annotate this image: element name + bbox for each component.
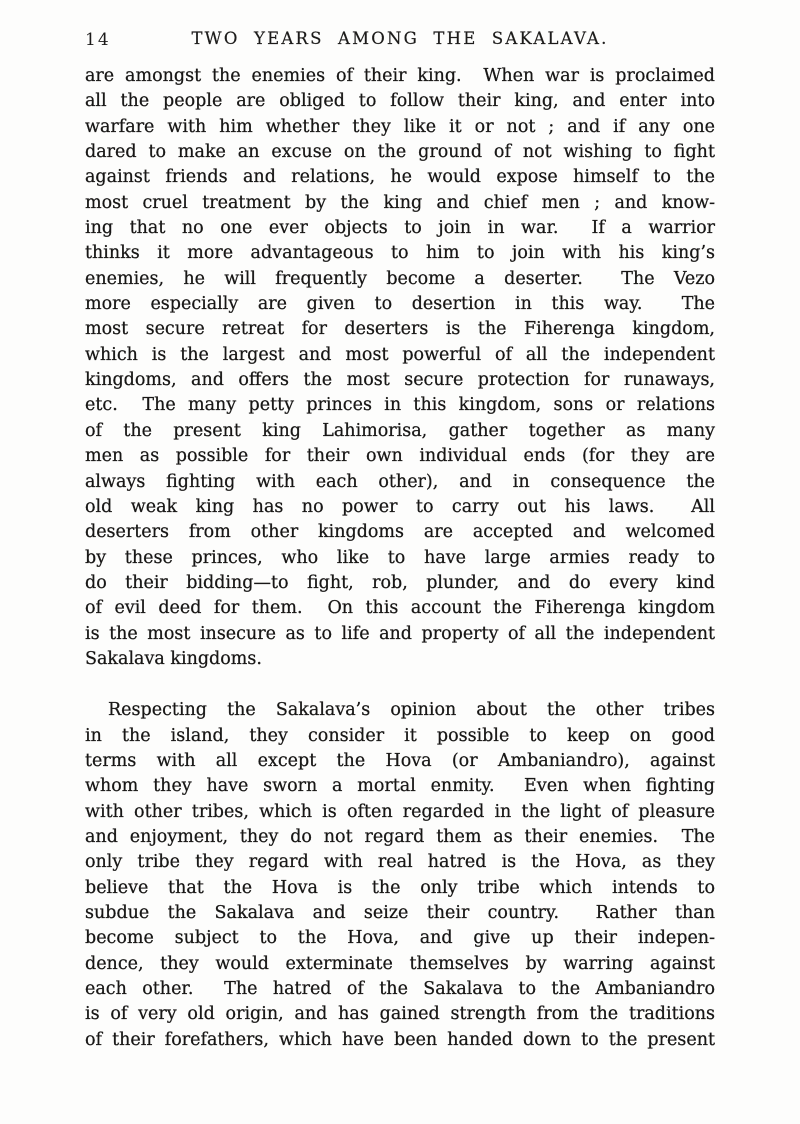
text-line: more especially are given to desertion in this way. The: [85, 294, 715, 315]
text-line: by these princes, who like to have large armies ready to: [85, 547, 715, 568]
page-header: [85, 28, 715, 50]
text-line: and enjoyment, they do not regard them as their enemies. The: [85, 826, 715, 847]
paragraph: [85, 698, 715, 1053]
text-line: all the people are obliged to follow their king, and enter into: [85, 91, 715, 112]
text-line: warfare with him whether they like it or not ; and if any one: [85, 116, 715, 137]
text-line: believe that the Hova is the only tribe which intends to: [85, 877, 715, 898]
text-line: dence, they would exterminate themselves by warring against: [85, 953, 715, 974]
page-number: 14: [85, 30, 111, 50]
text-line: thinks it more advantageous to him to join with his king’s: [85, 243, 715, 264]
text-line: is the most insecure as to life and property of all the independent: [85, 623, 715, 644]
text-line: whom they have sworn a mortal enmity. Even when fighting: [85, 776, 715, 797]
text-line: old weak king has no power to carry out his laws. All: [85, 496, 715, 517]
text-line: which is the largest and most powerful of all the independent: [85, 344, 715, 365]
text-line: with other tribes, which is often regarded in the light of pleasure: [85, 801, 715, 822]
text-line: kingdoms, and offers the most secure protection for runaways,: [85, 370, 715, 391]
text-line: against friends and relations, he would expose himself to the: [85, 167, 715, 188]
text-line: terms with all except the Hova (or Ambaniandro), against: [85, 750, 715, 771]
text-line: are amongst the enemies of their king. When war is proclaimed: [85, 66, 715, 86]
text-line: of the present king Lahimorisa, gather together as many: [85, 420, 715, 441]
text-line: of evil deed for them. On this account the Fiherenga kingdom: [85, 598, 715, 619]
running-title: TWO YEARS AMONG THE SAKALAVA.: [191, 29, 609, 48]
text-line: each other. The hatred of the Sakalava to the Ambaniandro: [85, 979, 715, 1000]
text-line: only tribe they regard with real hatred is the Hova, as they: [85, 852, 715, 873]
text-line: enemies, he will frequently become a deserter. The Vezo: [85, 268, 715, 289]
text-line: etc. The many petty princes in this kingdom, sons or relations: [85, 395, 715, 416]
text-block: [85, 64, 715, 1053]
text-line: most cruel treatment by the king and chief men ; and know-: [85, 192, 715, 213]
text-line: dared to make an excuse on the ground of not wishing to fight: [85, 142, 715, 163]
text-line: is of very old origin, and has gained strength from the traditions: [85, 1004, 715, 1025]
text-line: of their forefathers, which have been handed down to the present: [85, 1029, 715, 1050]
text-line: become subject to the Hova, and give up their indepen-: [85, 928, 715, 949]
text-line: always fighting with each other), and in consequence the: [85, 471, 715, 492]
text-line: subdue the Sakalava and seize their country. Rather than: [85, 903, 715, 923]
text-line: in the island, they consider it possible to keep on good: [85, 725, 715, 746]
text-line: men as possible for their own individual ends (for they are: [85, 446, 715, 467]
text-line: deserters from other kingdoms are accepted and welcomed: [85, 522, 715, 543]
text-line: Respecting the Sakalava’s opinion about the other tribes: [108, 700, 715, 721]
paragraph: [85, 64, 715, 672]
text-line: Sakalava kingdoms.: [85, 648, 262, 669]
text-line: most secure retreat for deserters is the Fiherenga kingdom,: [85, 319, 715, 340]
text-line: ing that no one ever objects to join in war. If a warrior: [85, 218, 715, 239]
text-line: do their bidding—to fight, rob, plunder, and do every kind: [85, 572, 715, 593]
